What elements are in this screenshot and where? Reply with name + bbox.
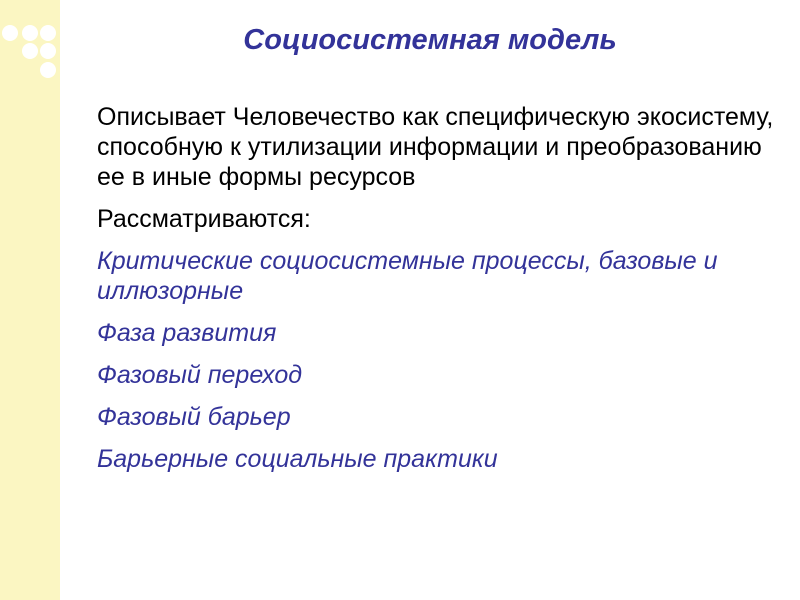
slide-content (97, 102, 787, 486)
slide-title: Социосистемная модель (243, 24, 617, 56)
list-item: Критические социосистемные процессы, базовые и иллюзорные (97, 247, 718, 305)
description-text: Описывает Человечество как специфическую экосистему, способную к утилизации информации и преобразованию ее в иные формы ресурсов (97, 103, 774, 191)
list-item: Барьерные социальные практики (97, 445, 498, 473)
list-item: Фазовый барьер (97, 403, 291, 431)
list-item: Фазовый переход (97, 361, 303, 389)
considered-label: Рассматриваются: (97, 205, 311, 233)
dot-cluster-icon (0, 0, 60, 80)
sidebar-band (0, 0, 60, 600)
list-item: Фаза развития (97, 319, 277, 347)
